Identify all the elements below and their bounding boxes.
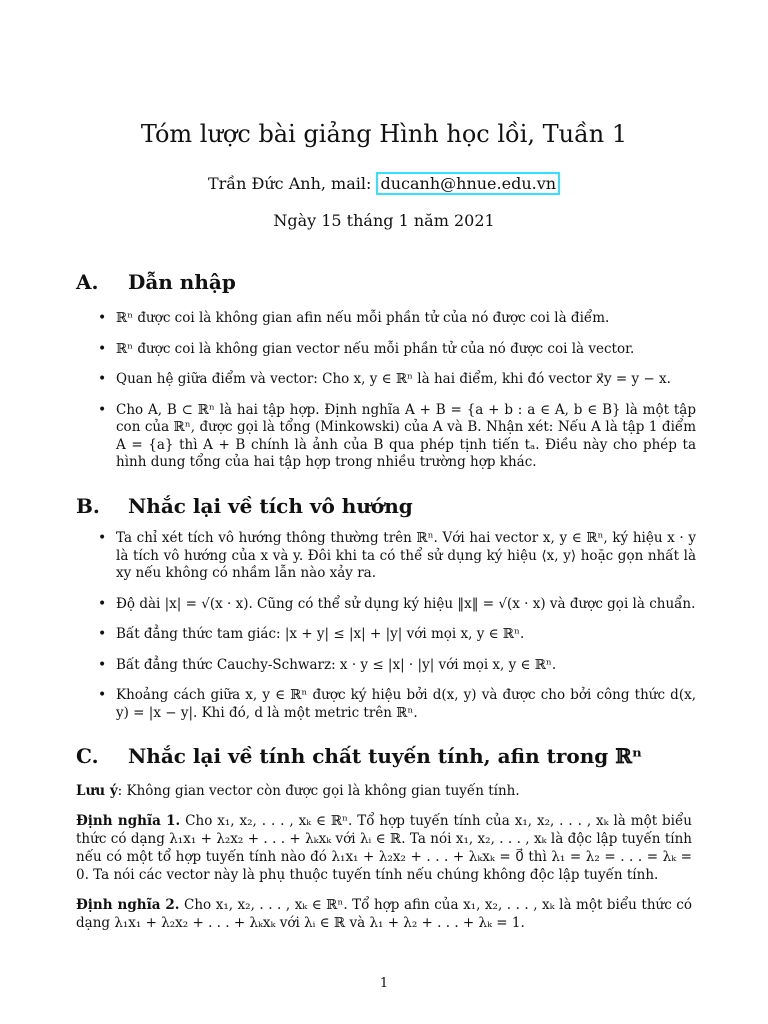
definition-2: [76, 896, 692, 932]
list-item: • Ta chỉ xét tích vô hướng thông thường trên ℝⁿ. Với hai vector x, y ∈ ℝⁿ, ký hiệu x · y là tích vô hướng của x và y. Đôi khi ta có thể sử dụng ký hiệu ⟨x, y⟩ hoặc gọn nhất là xy nếu không có nhầm lẫn nào xảy ra.: [96, 530, 696, 583]
section-b-list: [96, 530, 696, 735]
note-paragraph: [76, 782, 692, 800]
section-c-letter: C.: [76, 744, 99, 768]
document-date: Ngày 15 tháng 1 năm 2021: [273, 211, 495, 230]
page-number: 1: [379, 976, 389, 991]
section-b-heading: [76, 494, 413, 518]
document-title: Tóm lược bài giảng Hình học lồi, Tuần 1: [140, 120, 628, 148]
list-item: • Độ dài |x| = √(x · x). Cũng có thể sử dụng ký hiệu ‖x‖ = √(x · x) và được gọi là chuẩn.: [96, 596, 696, 614]
section-a-list: [96, 310, 696, 485]
list-item: • Bất đẳng thức tam giác: |x + y| ≤ |x| + |y| với mọi x, y ∈ ℝⁿ.: [96, 626, 696, 644]
definition-1-text: Cho x₁, x₂, . . . , xₖ ∈ ℝⁿ. Tổ hợp tuyến tính của x₁, x₂, . . . , xₖ là một biểu thức có dạng λ₁x₁ + λ₂x₂ + . . . + λₖxₖ với λᵢ ∈ ℝ. Ta nói x₁, x₂, . . . , xₖ là độc lập tuyến tính nếu có một tổ hợp tuyến tính nào đó λ₁x₁ + λ₂x₂ + . . . + λₖxₖ = 0⃗ thì λ₁ = λ₂ = . . . = λₖ = 0. Ta nói các vector này là phụ thuộc tuyến tính nếu chúng không độc lập tuyến tính.: [76, 813, 693, 883]
section-a-heading: [76, 270, 236, 294]
section-b-letter: B.: [76, 494, 100, 518]
author-line: [0, 174, 768, 193]
section-b-title: Nhắc lại về tích vô hướng: [128, 494, 413, 518]
section-c-title: Nhắc lại về tính chất tuyến tính, afin trong ℝⁿ: [128, 744, 643, 768]
list-item: • Cho A, B ⊂ ℝⁿ là hai tập hợp. Định nghĩa A + B = {a + b : a ∈ A, b ∈ B} là một tập con của ℝⁿ, được gọi là tổng (Minkowski) của A và B. Nhận xét: Nếu A là tập 1 điểm A = {a} thì A + B chính là ảnh của B qua phép tịnh tiến tₐ. Điều này cho phép ta hình dung tổng của hai tập hợp trong nhiều trường hợp khác.: [96, 402, 696, 472]
list-item: • ℝⁿ được coi là không gian afin nếu mỗi phần tử của nó được coi là điểm.: [96, 310, 696, 328]
definition-2-label: Định nghĩa 2.: [76, 897, 180, 913]
definition-2-text: Cho x₁, x₂, . . . , xₖ ∈ ℝⁿ. Tổ hợp afin của x₁, x₂, . . . , xₖ là một biểu thức có dạng λ₁x₁ + λ₂x₂ + . . . + λₖxₖ với λᵢ ∈ ℝ và λ₁ + λ₂ + . . . + λₖ = 1.: [76, 897, 693, 931]
section-c-heading: [76, 744, 642, 768]
author-name: Trần Đức Anh, mail:: [207, 174, 377, 193]
section-a-letter: A.: [76, 270, 99, 294]
section-a-title: Dẫn nhập: [128, 270, 236, 294]
email-link[interactable]: ducanh@hnue.edu.vn: [376, 172, 560, 195]
list-item: • ℝⁿ được coi là không gian vector nếu mỗi phần tử của nó được coi là vector.: [96, 341, 696, 359]
note-text: : Không gian vector còn được gọi là không gian tuyến tính.: [117, 783, 520, 799]
list-item: • Khoảng cách giữa x, y ∈ ℝⁿ được ký hiệu bởi d(x, y) và được cho bởi công thức d(x, y) = |x − y|. Khi đó, d là một metric trên ℝⁿ.: [96, 687, 696, 722]
definition-1: [76, 812, 692, 884]
list-item: • Bất đẳng thức Cauchy-Schwarz: x · y ≤ |x| · |y| với mọi x, y ∈ ℝⁿ.: [96, 657, 696, 675]
definition-1-label: Định nghĩa 1.: [76, 813, 181, 829]
note-label: Lưu ý: [76, 783, 118, 799]
list-item: • Quan hệ giữa điểm và vector: Cho x, y ∈ ℝⁿ là hai điểm, khi đó vector x⃗y = y − x.: [96, 371, 696, 389]
